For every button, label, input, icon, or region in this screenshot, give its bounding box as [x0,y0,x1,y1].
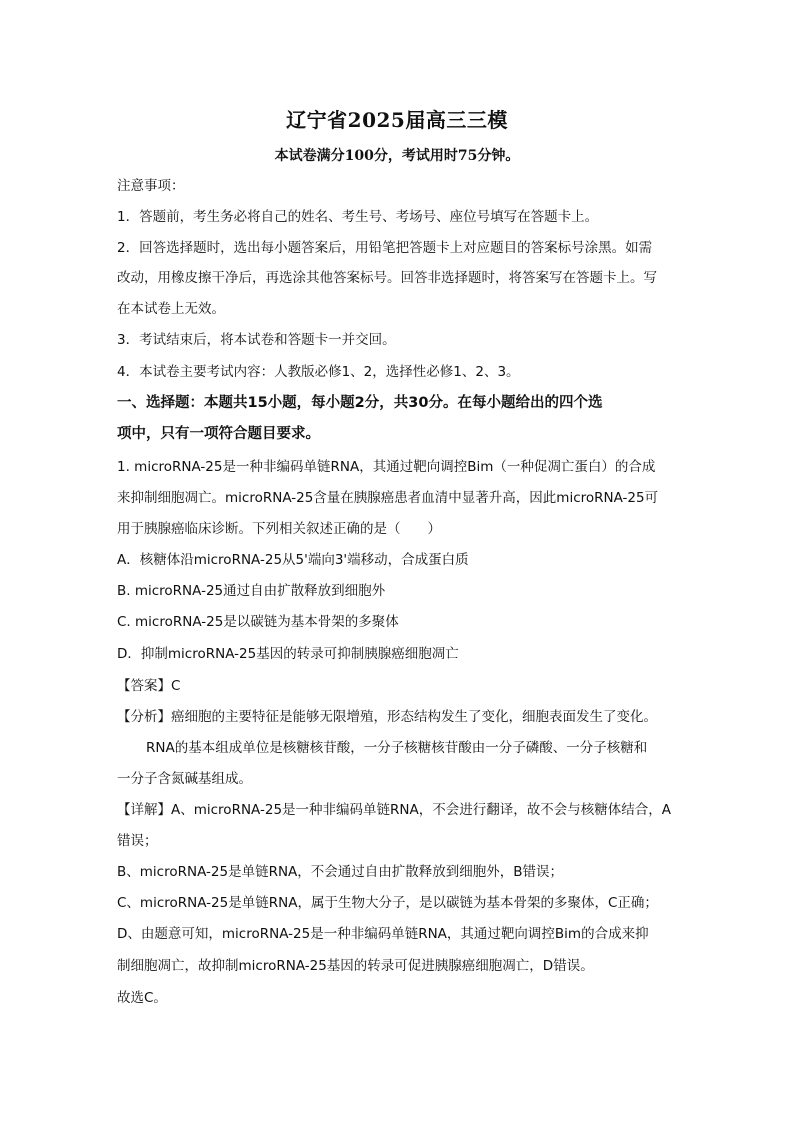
notes-item: 3．考试结束后，将本试卷和答题卡一并交回。 [117,332,396,348]
option-d: D．抑制microRNA-25基因的转录可抑制胰腺癌细胞凋亡 [117,646,459,662]
notes-item: 2．回答选择题时，选出每小题答案后，用铅笔把答题卡上对应题目的答案标号涂黑。如需 [117,240,653,256]
notes-item: 在本试卷上无效。 [117,301,225,317]
detail-line: 错误； [117,833,158,849]
page-title: 辽宁省2025届高三三模 [286,108,508,132]
option-c: C. microRNA-25是以碳链为基本骨架的多聚体 [117,614,399,630]
question-stem: 用于胰腺癌临床诊断。下列相关叙述正确的是（ ） [117,521,441,537]
detail-line: 【详解】A、microRNA-25是一种非编码单链RNA，不会进行翻译，故不会与核糖体结合，A [117,802,671,818]
detail-line: 故选C。 [117,990,167,1006]
analysis-line: RNA的基本组成单位是核糖核苷酸，一分子核糖核苷酸由一分子磷酸、一分子核糖和 [146,740,648,756]
detail-line: D、由题意可知，microRNA-25是一种非编码单链RNA，其通过靶向调控Bim的合成来抑 [117,926,649,942]
answer: 【答案】C [117,678,181,694]
notes-item: 改动，用橡皮擦干净后，再选涂其他答案标号。回答非选择题时，将答案写在答题卡上。写 [117,270,657,286]
notes-heading: 注意事项： [117,178,185,194]
option-b: B. microRNA-25通过自由扩散释放到细胞外 [117,583,386,599]
analysis-line: 一分子含氮碱基组成。 [117,771,252,787]
section-heading: 一、选择题：本题共15小题，每小题2分，共30分。在每小题给出的四个选 [117,395,603,411]
detail-line: B、microRNA-25是单链RNA，不会通过自由扩散释放到细胞外，B错误； [117,864,564,880]
analysis-line: 【分析】癌细胞的主要特征是能够无限增殖，形态结构发生了变化，细胞表面发生了变化。 [117,709,657,725]
notes-item: 1．答题前，考生务必将自己的姓名、考生号、考场号、座位号填写在答题卡上。 [117,209,599,225]
question-stem: 1. microRNA-25是一种非编码单链RNA，其通过靶向调控Bim（一种促凋亡蛋白）的合成 [117,459,656,475]
detail-line: 制细胞凋亡，故抑制microRNA-25基因的转录可促进胰腺癌细胞凋亡，D错误。 [117,958,594,974]
option-a: A．核糖体沿microRNA-25从5'端向3'端移动，合成蛋白质 [117,552,469,568]
detail-line: C、microRNA-25是单链RNA，属于生物大分子，是以碳链为基本骨架的多聚体，C正确； [117,895,658,911]
page-subtitle: 本试卷满分100分，考试用时75分钟。 [274,148,520,164]
section-heading: 项中，只有一项符合题目要求。 [117,426,320,442]
notes-item: 4．本试卷主要考试内容：人教版必修1、2，选择性必修1、2、3。 [117,364,520,380]
question-stem: 来抑制细胞凋亡。microRNA-25含量在胰腺癌患者血清中显著升高，因此microRNA-25可 [117,490,659,506]
